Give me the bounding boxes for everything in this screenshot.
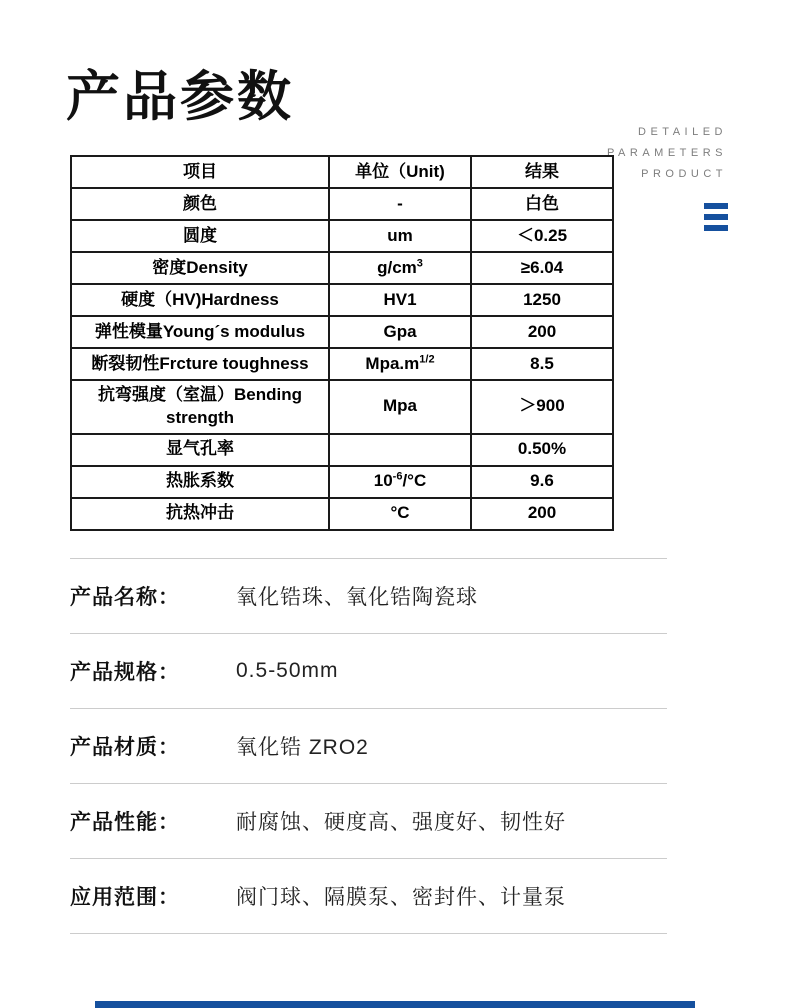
page-title: 产品参数 bbox=[66, 67, 294, 127]
table-row bbox=[71, 220, 613, 252]
tagline-line: PRODUCT bbox=[641, 168, 727, 180]
table-row bbox=[71, 434, 613, 466]
item-cell: 热胀系数 bbox=[71, 466, 329, 498]
info-value: 氧化锆珠、氧化锆陶瓷球 bbox=[236, 586, 478, 609]
result-cell: 白色 bbox=[471, 188, 613, 220]
table-row bbox=[71, 284, 613, 316]
table-row bbox=[71, 348, 613, 380]
item-cell: 圆度 bbox=[71, 220, 329, 252]
unit-cell bbox=[329, 434, 471, 466]
unit-text: Mpa.m bbox=[365, 353, 420, 373]
info-value: 氧化锆 ZRO2 bbox=[236, 736, 369, 759]
unit-text: 10 bbox=[373, 471, 393, 491]
result-cell: ＞900 bbox=[471, 380, 613, 434]
info-value: 阀门球、隔膜泵、密封件、计量泵 bbox=[236, 886, 566, 909]
menu-bars-icon bbox=[704, 203, 728, 231]
bar-icon bbox=[704, 203, 728, 209]
item-cell: 断裂韧性Frcture toughness bbox=[71, 348, 329, 380]
info-value: 耐腐蚀、硬度高、强度好、韧性好 bbox=[236, 811, 566, 834]
info-label: 产品性能： bbox=[70, 811, 180, 834]
unit-text: °C bbox=[390, 503, 410, 523]
unit-cell bbox=[329, 316, 471, 348]
unit-text: g/cm bbox=[377, 257, 417, 277]
unit-cell bbox=[329, 498, 471, 530]
info-row-product-name bbox=[70, 558, 667, 633]
unit-tail: /°C bbox=[402, 471, 427, 491]
result-cell: 200 bbox=[471, 316, 613, 348]
tagline-line: PARAMETERS bbox=[607, 147, 727, 159]
table-row bbox=[71, 316, 613, 348]
result-cell: 9.6 bbox=[471, 466, 613, 498]
item-cell: 显气孔率 bbox=[71, 434, 329, 466]
info-label: 产品规格： bbox=[70, 661, 180, 684]
table-row bbox=[71, 380, 613, 434]
table-row bbox=[71, 498, 613, 530]
unit-text: Gpa bbox=[383, 321, 417, 341]
parameters-table bbox=[70, 155, 614, 531]
tagline bbox=[607, 122, 727, 185]
info-label: 产品材质： bbox=[70, 736, 180, 759]
tagline-line: DETAILED bbox=[638, 126, 727, 138]
info-row-product-performance bbox=[70, 783, 667, 858]
result-cell: ≥6.04 bbox=[471, 252, 613, 284]
unit-cell bbox=[329, 252, 471, 284]
unit-cell bbox=[329, 466, 471, 498]
item-cell: 抗弯强度（室温）Bending strength bbox=[71, 380, 329, 434]
unit-sup: 1/2 bbox=[419, 352, 435, 365]
unit-cell bbox=[329, 348, 471, 380]
column-header-unit: 单位（Unit) bbox=[329, 156, 471, 188]
table-row bbox=[71, 188, 613, 220]
product-info-list bbox=[70, 558, 667, 934]
result-cell: 8.5 bbox=[471, 348, 613, 380]
table-row bbox=[71, 466, 613, 498]
bottom-accent-bar bbox=[95, 1001, 695, 1008]
item-cell: 抗热冲击 bbox=[71, 498, 329, 530]
result-cell: 0.50% bbox=[471, 434, 613, 466]
bar-icon bbox=[704, 225, 728, 231]
unit-cell bbox=[329, 380, 471, 434]
info-label: 产品名称： bbox=[70, 586, 180, 609]
item-cell: 硬度（HV)Hardness bbox=[71, 284, 329, 316]
unit-text: um bbox=[387, 225, 413, 245]
item-cell: 密度Density bbox=[71, 252, 329, 284]
table-row bbox=[71, 252, 613, 284]
result-cell: 1250 bbox=[471, 284, 613, 316]
info-row-product-material bbox=[70, 708, 667, 783]
info-row-application-scope bbox=[70, 858, 667, 934]
item-cell: 颜色 bbox=[71, 188, 329, 220]
info-label: 应用范围： bbox=[70, 886, 180, 909]
result-cell: 200 bbox=[471, 498, 613, 530]
result-cell: ＜0.25 bbox=[471, 220, 613, 252]
info-value: 0.5-50mm bbox=[236, 659, 339, 682]
unit-cell bbox=[329, 188, 471, 220]
unit-cell bbox=[329, 220, 471, 252]
table-header-row bbox=[71, 156, 613, 188]
unit-text: - bbox=[397, 193, 403, 213]
unit-text: HV1 bbox=[383, 289, 417, 309]
unit-text: Mpa bbox=[383, 396, 417, 416]
unit-sup: 3 bbox=[416, 256, 423, 269]
info-row-product-spec bbox=[70, 633, 667, 708]
column-header-result: 结果 bbox=[471, 156, 613, 188]
item-cell: 弹性模量Young´s modulus bbox=[71, 316, 329, 348]
unit-sup: -6 bbox=[392, 470, 403, 483]
column-header-item: 项目 bbox=[71, 156, 329, 188]
bar-icon bbox=[704, 214, 728, 220]
unit-cell bbox=[329, 284, 471, 316]
